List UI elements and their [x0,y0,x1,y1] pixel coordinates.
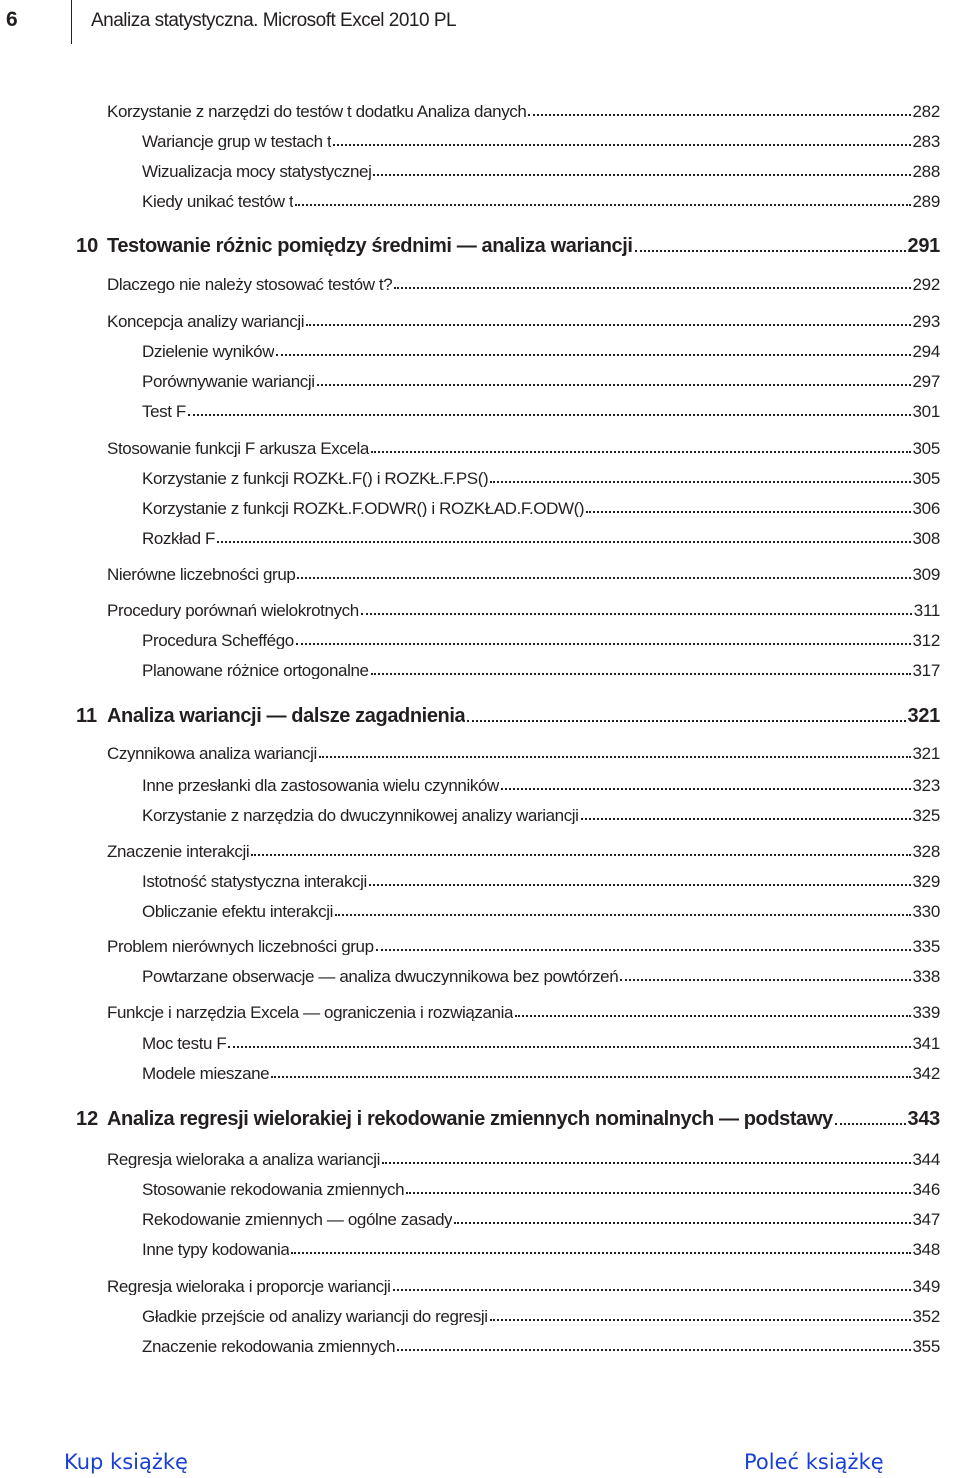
toc-page-number: 292 [912,275,940,294]
toc-page-number: 311 [913,601,940,620]
dot-leader [228,1046,910,1048]
toc-title: Dlaczego nie należy stosować testów t? [107,276,393,293]
buy-book-link[interactable]: Kup książkę [64,1450,188,1474]
toc-title: Funkcje i narzędzia Excela — ograniczenia i rozwiązania [107,1004,514,1021]
toc-entry [142,968,940,985]
toc-title: Kiedy unikać testów t [142,193,294,210]
toc-chapter [76,706,940,726]
toc-entry [142,1181,940,1198]
toc-entry [142,1065,940,1082]
dot-leader [295,204,910,206]
dot-leader [397,1349,910,1351]
header-divider [71,0,72,44]
toc-entry [142,662,940,679]
toc-entry [107,276,940,293]
dot-leader [373,174,910,176]
toc-entry [142,403,940,420]
dot-leader [217,541,911,543]
toc-page-number: 342 [912,1064,940,1083]
toc-title: Regresja wieloraka i proporcje wariancji [107,1278,391,1295]
toc-title: Koncepcja analizy wariancji [107,313,305,330]
toc-title: Powtarzane obserwacje — analiza dwuczynnikowa bez powtórzeń [142,968,619,985]
dot-leader [361,613,912,615]
toc-title: Modele mieszane [142,1065,270,1082]
toc-title: Inne typy kodowania [142,1241,290,1258]
toc-title: Nierówne liczebności grup [107,566,296,583]
dot-leader [276,354,910,356]
toc-entry [142,632,940,649]
toc-title: Dzielenie wyników [142,343,275,360]
toc-entry [107,103,940,120]
toc-entry [142,1241,940,1258]
toc-entry [107,313,940,330]
chapter-number: 11 [76,705,98,727]
toc-page-number: 282 [912,102,940,121]
toc-chapter [76,1109,940,1129]
toc-page-number: 341 [912,1034,940,1053]
toc-page-number: 294 [912,342,940,361]
toc-entry [142,1338,940,1355]
toc-entry [142,1308,940,1325]
toc-title: Czynnikowa analiza wariancji [107,745,317,762]
toc-entry [142,807,940,824]
toc-page-number: 329 [912,872,940,891]
toc-title: Test F [142,403,186,420]
toc-title: Wariancje grup w testach t [142,133,332,150]
toc-page-number: 283 [912,132,940,151]
toc-title: Obliczanie efektu interakcji [142,903,334,920]
toc-page-number: 308 [912,529,940,548]
toc-entry [142,470,940,487]
dot-leader [306,324,910,326]
toc-page-number: 346 [912,1180,940,1199]
dot-leader [406,1192,910,1194]
toc-title: Moc testu F [142,1035,227,1052]
toc-entry [142,873,940,890]
toc-page-number: 344 [912,1150,940,1169]
toc-entry [142,777,940,794]
page-number: 6 [6,8,18,31]
dot-leader [296,643,911,645]
toc-entry [142,1035,940,1052]
toc-title: Analiza wariancji — dalsze zagadnienia [107,706,466,726]
toc-entry [107,745,940,762]
dot-leader [188,414,911,416]
toc-page-number: 347 [912,1210,940,1229]
toc-entry [107,1151,940,1168]
page-header [0,0,960,46]
toc-page-number: 335 [912,937,940,956]
toc-entry [142,163,940,180]
dot-leader [620,979,910,981]
toc-entry [142,373,940,390]
toc-page-number: 349 [912,1277,940,1296]
toc-entry [107,440,940,457]
dot-leader [369,884,911,886]
toc-entry [107,843,940,860]
toc-title: Planowane różnice ortogonalne [142,662,369,679]
toc-page-number: 309 [912,565,940,584]
toc-title: Procedury porównań wielokrotnych [107,602,359,619]
toc-entry [107,602,940,619]
dot-leader [635,250,906,252]
dot-leader [333,144,910,146]
dot-leader [454,1222,910,1224]
dot-leader [394,287,910,289]
toc-title: Procedura Scheffégo [142,632,294,649]
toc-title: Korzystanie z funkcji ROZKŁ.F() i ROZKŁ.F.PS() [142,470,489,487]
toc-title: Rozkład F [142,530,215,547]
toc-page-number: 301 [912,402,940,421]
toc-page-number: 289 [912,192,940,211]
toc-title: Stosowanie funkcji F arkusza Excela [107,440,369,457]
toc-page-number: 305 [912,469,940,488]
toc-entry [107,1278,940,1295]
dot-leader [528,114,910,116]
dot-leader [317,384,911,386]
dot-leader [490,481,910,483]
toc-page-number: 343 [907,1108,940,1130]
dot-leader [581,818,911,820]
toc-page-number: 338 [912,967,940,986]
dot-leader [371,451,911,453]
toc-entry [107,566,940,583]
toc-title: Analiza regresji wielorakiej i rekodowanie zmiennych nominalnych — podstawy [107,1109,833,1129]
toc-title: Rekodowanie zmiennych — ogólne zasady [142,1211,453,1228]
toc-page-number: 312 [912,631,940,650]
toc-entry [142,193,940,210]
dot-leader [271,1076,910,1078]
dot-leader [393,1289,911,1291]
dot-leader [490,1319,911,1321]
toc-title: Korzystanie z narzędzia do dwuczynnikowej analizy wariancji [142,807,579,824]
toc-page-number: 339 [912,1003,940,1022]
toc-title: Gładkie przejście od analizy wariancji do regresji [142,1308,488,1325]
toc-title: Znaczenie interakcji [107,843,250,860]
toc-title: Problem nierównych liczebności grup [107,938,374,955]
dot-leader [515,1015,910,1017]
toc-page-number: 321 [912,744,940,763]
toc-title: Porównywanie wariancji [142,373,315,390]
dot-leader [382,1162,911,1164]
toc-page-number: 325 [912,806,940,825]
toc-entry [142,500,940,517]
dot-leader [586,511,910,513]
toc-page-number: 291 [907,235,940,257]
toc-page-number: 352 [912,1307,940,1326]
toc-chapter [76,236,940,256]
dot-leader [335,914,911,916]
toc-page-number: 293 [912,312,940,331]
toc-page-number: 288 [912,162,940,181]
dot-leader [371,673,911,675]
toc-title: Testowanie różnic pomiędzy średnimi — analiza wariancji [107,236,633,256]
toc-title: Stosowanie rekodowania zmiennych [142,1181,405,1198]
dot-leader [319,756,911,758]
toc-page-number: 323 [912,776,940,795]
dot-leader [501,788,911,790]
dot-leader [251,854,910,856]
toc-entry [142,903,940,920]
chapter-number: 10 [76,235,99,257]
toc-entry [142,1211,940,1228]
toc-title: Znaczenie rekodowania zmiennych [142,1338,396,1355]
toc-entry [142,530,940,547]
toc-title: Inne przesłanki dla zastosowania wielu czynników [142,777,499,794]
toc-entry [142,343,940,360]
toc-entry [107,1004,940,1021]
toc-page-number: 306 [912,499,940,518]
dot-leader [835,1123,906,1125]
chapter-number: 12 [76,1108,99,1130]
dot-leader [467,720,905,722]
toc-title: Korzystanie z funkcji ROZKŁ.F.ODWR() i ROZKŁAD.F.ODW() [142,500,585,517]
recommend-book-link[interactable]: Poleć książkę [744,1450,884,1474]
dot-leader [291,1252,910,1254]
toc-page-number: 328 [912,842,940,861]
toc-entry [142,133,940,150]
running-title: Analiza statystyczna. Microsoft Excel 2010 PL [91,10,457,31]
toc-entry [107,938,940,955]
toc-title: Istotność statystyczna interakcji [142,873,367,890]
toc-page-number: 330 [912,902,940,921]
toc-page-number: 297 [912,372,940,391]
toc-page-number: 348 [912,1240,940,1259]
dot-leader [376,949,911,951]
toc-title: Regresja wieloraka a analiza wariancji [107,1151,380,1168]
toc-title: Wizualizacja mocy statystycznej [142,163,372,180]
toc-page-number: 317 [912,661,940,680]
dot-leader [297,577,910,579]
toc-page-number: 355 [912,1337,940,1356]
toc-page-number: 321 [907,705,940,727]
toc-page-number: 305 [912,439,940,458]
toc-title: Korzystanie z narzędzi do testów t dodatku Analiza danych [107,103,527,120]
